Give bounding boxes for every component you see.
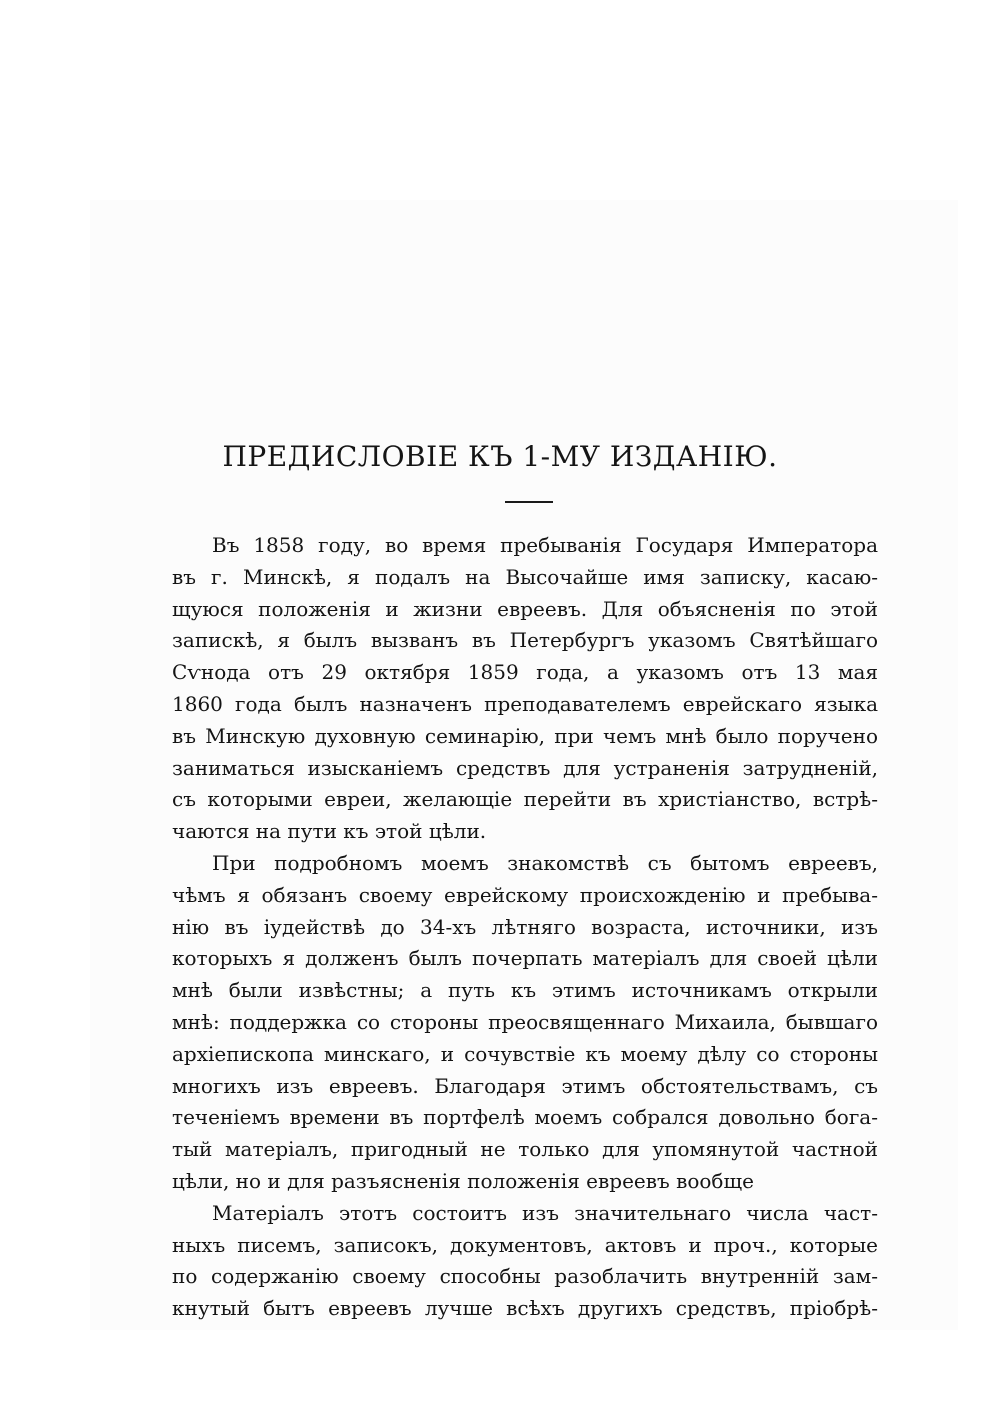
text-line: по содержанію своему способны разоблачить внутренній зам- — [172, 1264, 878, 1289]
page-title: ПРЕДИСЛОВІЕ КЪ 1-МУ ИЗДАНІЮ. — [222, 440, 778, 473]
text-line: мнѣ были извѣстны; а путь къ этимъ источникамъ открыли — [172, 978, 878, 1003]
text-line: тый матеріалъ, пригодный не только для упомянутой частной — [172, 1137, 878, 1162]
text-line: ныхъ писемъ, записокъ, документовъ, актовъ и проч., которые — [172, 1232, 878, 1257]
text-line: При подробномъ моемъ знакомствѣ съ бытомъ евреевъ, — [212, 850, 878, 875]
text-line: заниматься изысканіемъ средствъ для устраненія затрудненій, — [172, 755, 878, 780]
text-line: чаются на пути къ этой цѣли. — [172, 819, 487, 844]
text-line: въ г. Минскѣ, я подалъ на Высочайше имя записку, касаю- — [172, 564, 878, 589]
text-line: которыхъ я долженъ былъ почерпать матеріалъ для своей цѣли — [172, 946, 878, 971]
text-line: чѣмъ я обязанъ своему еврейскому происхожденію и пребыва- — [172, 882, 878, 907]
text-line: кнутый бытъ евреевъ лучше всѣхъ другихъ средствъ, пріобрѣ- — [172, 1296, 878, 1321]
text-line: Матеріалъ этотъ состоитъ изъ значительнаго числа част- — [212, 1200, 878, 1225]
text-line: мнѣ: поддержка со стороны преосвященнаго Михаила, бывшаго — [172, 1009, 878, 1034]
text-line: теченіемъ времени въ портфелѣ моемъ собрался довольно бога- — [172, 1105, 878, 1130]
text-line: Въ 1858 году, во время пребыванія Государя Императора — [212, 533, 878, 557]
text-line: щуюся положенія и жизни евреевъ. Для объясненія по этой — [172, 596, 878, 621]
text-line: многихъ изъ евреевъ. Благодаря этимъ обстоятельствамъ, съ — [172, 1073, 878, 1098]
text-line: архіепископа минскаго, и сочувствіе къ моему дѣлу со стороны — [172, 1041, 878, 1066]
text-line: нію въ іудействѣ до 34-хъ лѣтняго возраста, источники, изъ — [172, 914, 878, 939]
text-line: Сѵнода отъ 29 октября 1859 года, а указомъ отъ 13 мая — [172, 660, 878, 685]
text-line: съ которыми евреи, желающіе перейти въ христіанство, встрѣ- — [172, 787, 878, 812]
body-text — [172, 530, 878, 1325]
text-line: 1860 года былъ назначенъ преподавателемъ еврейскаго языка — [172, 691, 878, 716]
title-divider — [505, 501, 553, 503]
text-line: запискѣ, я былъ вызванъ въ Петербургъ указомъ Святѣйшаго — [172, 628, 878, 653]
text-line: въ Минскую духовную семинарію, при чемъ мнѣ было поручено — [172, 723, 878, 748]
text-line: цѣли, но и для разъясненія положенія евреевъ вообще — [172, 1168, 754, 1193]
